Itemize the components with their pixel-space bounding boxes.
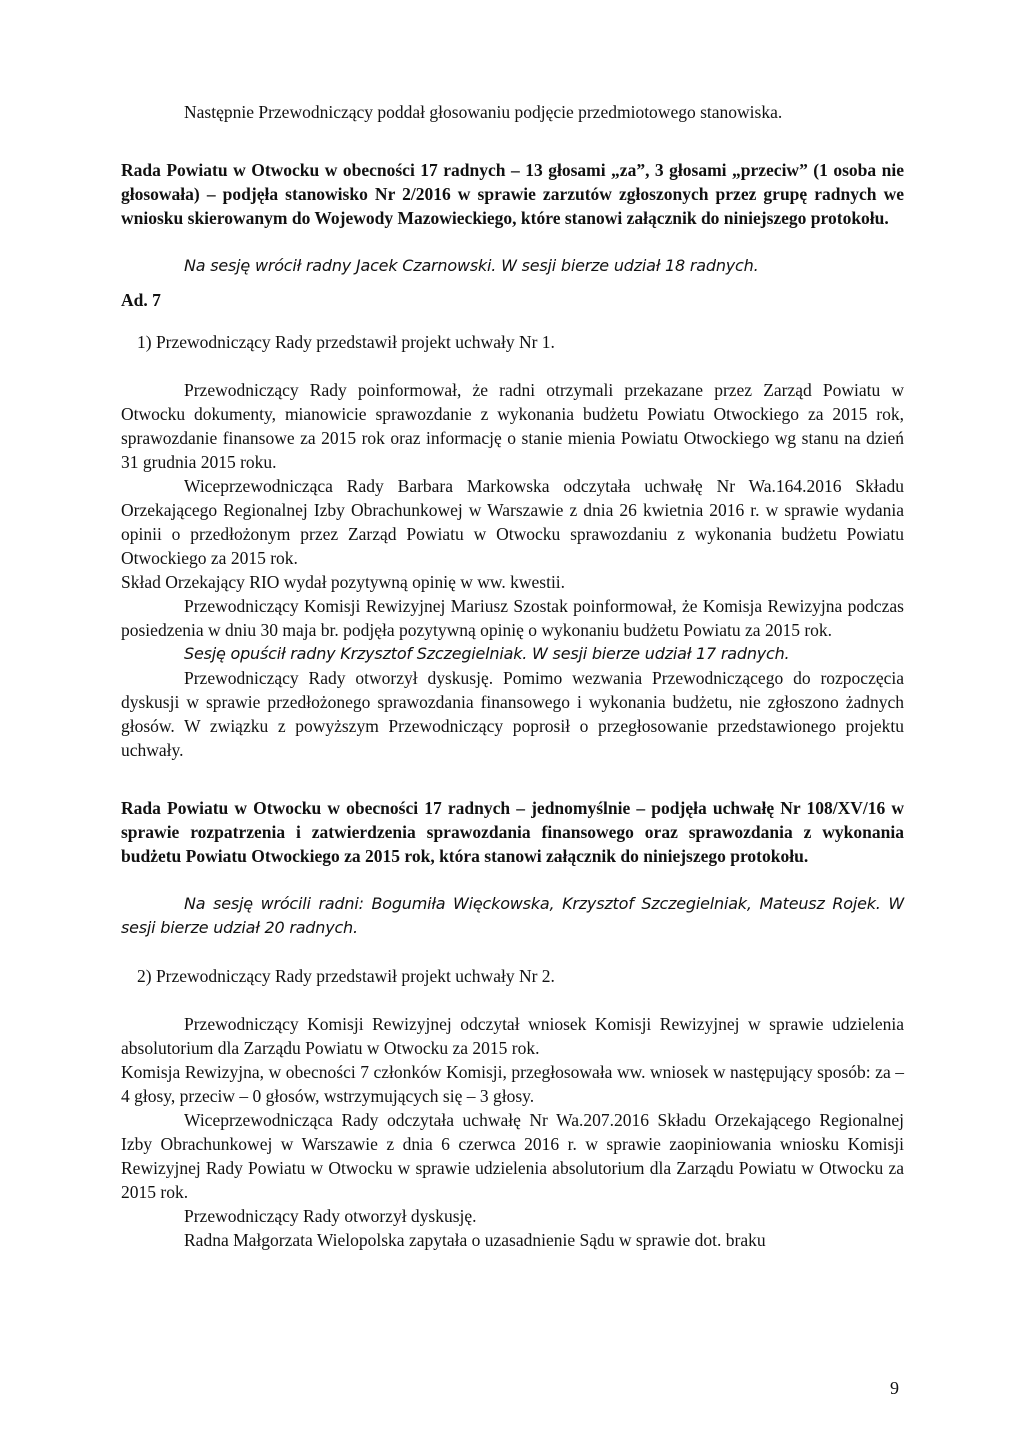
attendance-note-2: Sesję opuścił radny Krzysztof Szczegielniak. W sesji bierze udział 17 radnych. <box>184 644 790 663</box>
paragraph-committee-vote: Komisja Rewizyjna, w obecności 7 członków Komisji, przegłosowała ww. wniosek w następujący sposób: za – 4 głosy, przeciw – 0 głosów, wstrzymujących się – 3 głosy. <box>121 1062 904 1106</box>
paragraph-chairman-info: Przewodniczący Rady poinformował, że radni otrzymali przekazane przez Zarząd Powiatu w Otwocku dokumenty, mianowicie sprawozdanie z wykonania budżetu Powiatu Otwockiego za 2015 rok, sprawozdanie finansowe za 2015 rok oraz informację o stanie mienia Powiatu Otwockiego wg stanu na dzień 31 grudnia 2015 roku. <box>121 380 904 472</box>
resolution-statement-1: Rada Powiatu w Otwocku w obecności 17 radnych – 13 głosami „za”, 3 głosami „przeciw” (1 osoba nie głosowała) – podjęła stanowisko Nr 2/2016 w sprawie zarzutów zgłoszonych przez grupę radnych we wniosku skierowanym do Wojewody Mazowieckiego, które stanowi załącznik do niniejszego protokołu. <box>121 160 904 228</box>
paragraph-discussion: Przewodniczący Rady otworzył dyskusję. Pomimo wezwania Przewodniczącego do rozpoczęcia dyskusji w sprawie przedłożonego sprawozdania finansowego i wykonania budżetu, nie zgłoszono żadnych głosów. W związku z powyższym Przewodniczący poprosił o przegłosowanie przedstawionego projektu uchwały. <box>121 668 904 760</box>
list-item-1: 1) Przewodniczący Rady przedstawił projekt uchwały Nr 1. <box>137 332 555 352</box>
agenda-point-label: Ad. 7 <box>121 290 161 310</box>
resolution-statement-2: Rada Powiatu w Otwocku w obecności 17 radnych – jednomyślnie – podjęła uchwałę Nr 108/XV/16 w sprawie rozpatrzenia i zatwierdzenia sprawozdania finansowego oraz sprawozdania z wykonania budżetu Powiatu Otwockiego za 2015 rok, która stanowi załącznik do niniejszego protokołu. <box>121 798 904 866</box>
paragraph-audit-motion: Przewodniczący Komisji Rewizyjnej odczytał wniosek Komisji Rewizyjnej w sprawie udzielenia absolutorium dla Zarządu Powiatu w Otwocku za 2015 rok. <box>121 1014 904 1058</box>
paragraph-rio-opinion: Skład Orzekający RIO wydał pozytywną opinię w ww. kwestii. <box>121 572 566 592</box>
agenda-point-row <box>121 278 904 318</box>
document-page <box>121 100 904 1252</box>
attendance-note-3: Na sesję wrócili radni: Bogumiła Więckowska, Krzysztof Szczegielniak, Mateusz Rojek. W sesji bierze udział 20 radnych. <box>121 894 904 937</box>
attendance-note-1: Na sesję wrócił radny Jacek Czarnowski. W sesji bierze udział 18 radnych. <box>184 256 759 275</box>
paragraph-discussion-open: Przewodniczący Rady otworzył dyskusję. <box>184 1206 477 1226</box>
paragraph-question: Radna Małgorzata Wielopolska zapytała o uzasadnienie Sądu w sprawie dot. braku <box>184 1230 766 1250</box>
paragraph-audit-committee: Przewodniczący Komisji Rewizyjnej Mariusz Szostak poinformował, że Komisja Rewizyjna podczas posiedzenia w dniu 30 maja br. podjęła pozytywną opinię o wykonaniu budżetu Powiatu za 2015 rok. <box>121 596 904 640</box>
paragraph-rio-resolution: Wiceprzewodnicząca Rady odczytała uchwałę Nr Wa.207.2016 Składu Orzekającego Regionalnej Izby Obrachunkowej w Warszawie z dnia 6 czerwca 2016 r. w sprawie zaopiniowania wniosku Komisji Rewizyjnej Rady Powiatu w Otwocku w sprawie udzielenia absolutorium dla Zarządu Powiatu w Otwocku za 2015 rok. <box>121 1110 904 1202</box>
page-number: 9 <box>890 1378 899 1398</box>
paragraph-vice-chair-reading: Wiceprzewodnicząca Rady Barbara Markowska odczytała uchwałę Nr Wa.164.2016 Składu Orzekającego Regionalnej Izby Obrachunkowej w Warszawie z dnia 26 kwietnia 2016 r. w sprawie wydania opinii o przedłożonym przez Zarząd Powiatu w Otwocku sprawozdaniu z wykonania budżetu Powiatu Otwockiego za 2015 rok. <box>121 476 904 568</box>
list-item-2: 2) Przewodniczący Rady przedstawił projekt uchwały Nr 2. <box>137 966 555 986</box>
paragraph-vote-intro: Następnie Przewodniczący poddał głosowaniu podjęcie przedmiotowego stanowiska. <box>184 102 783 122</box>
